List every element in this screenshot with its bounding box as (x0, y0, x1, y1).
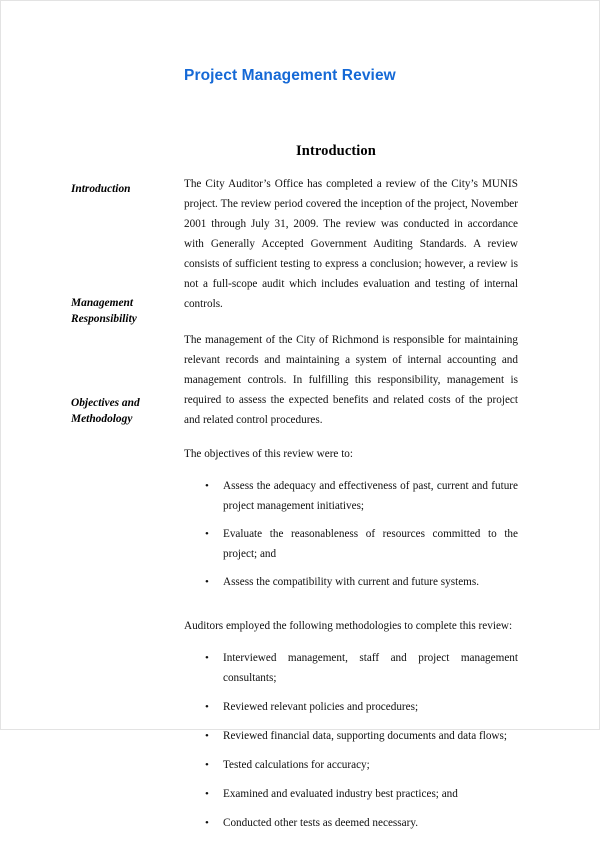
document-title: Project Management Review (184, 67, 396, 84)
list-item-text: Conducted other tests as deemed necessary. (223, 817, 418, 829)
list-item (184, 572, 518, 592)
objectives-bullet-list (184, 476, 518, 592)
list-item (184, 784, 518, 804)
bullet-icon: • (205, 730, 209, 742)
margin-label-objectives-and-methodology (71, 395, 183, 427)
margin-label-management-responsibility-line1: Management (71, 297, 134, 309)
paragraph-objectives-intro: The objectives of this review were to: (184, 448, 353, 460)
list-item-text: Assess the compatibility with current and future systems. (223, 576, 480, 588)
bullet-icon: • (205, 480, 209, 492)
paragraph-methodologies-intro: Auditors employed the following methodologies to complete this review: (184, 620, 513, 632)
list-item-text: Reviewed financial data, supporting documents and data flows; (223, 730, 507, 742)
margin-label-objectives-line1: Objectives and (71, 397, 140, 409)
section-heading-introduction: Introduction (296, 143, 376, 159)
document-body (184, 143, 518, 842)
list-item (184, 476, 518, 516)
margin-label-introduction: Introduction (71, 183, 131, 195)
list-item (184, 524, 518, 564)
margin-label-management-responsibility (71, 295, 183, 327)
list-item-text: Interviewed management, staff and project management consultants; (223, 652, 518, 684)
methodology-bullet-list (184, 648, 518, 833)
margin-label-management-responsibility-line2: Responsibility (71, 313, 137, 325)
bullet-icon: • (205, 788, 209, 800)
bullet-icon: • (205, 652, 209, 664)
list-item-text: Reviewed relevant policies and procedures; (223, 701, 419, 713)
bullet-icon: • (205, 817, 209, 829)
paragraph-management-responsibility: The management of the City of Richmond is responsible for maintaining relevant records and maintaining a system of internal accounting and management controls. In fulfilling this responsibility, management is required to assess the expected benefits and related costs of the project and related control procedures. (184, 334, 518, 426)
list-item-text: Tested calculations for accuracy; (223, 759, 370, 771)
paragraph-introduction: The City Auditor’s Office has completed a review of the City’s MUNIS project. The review period covered the inception of the project, November 2001 through July 31, 2009. The review was conducted in accordance with Generally Accepted Government Auditing Standards. A review consists of sufficient testing to express a conclusion; however, a review is not a full-scope audit which includes evaluation and testing of internal controls. (184, 178, 518, 310)
bullet-icon: • (205, 701, 209, 713)
list-item (184, 813, 518, 833)
list-item-text: Assess the adequacy and effectiveness of past, current and future project management initiatives; (223, 480, 518, 512)
bullet-icon: • (205, 759, 209, 771)
list-item (184, 755, 518, 775)
margin-label-objectives-line2: Methodology (71, 413, 133, 425)
list-item (184, 648, 518, 688)
list-item (184, 697, 518, 717)
bullet-icon: • (205, 528, 209, 540)
bullet-icon: • (205, 576, 209, 588)
list-item-text: Evaluate the reasonableness of resources committed to the project; and (223, 528, 518, 560)
list-item-text: Examined and evaluated industry best practices; and (223, 788, 458, 800)
list-item (184, 726, 518, 746)
